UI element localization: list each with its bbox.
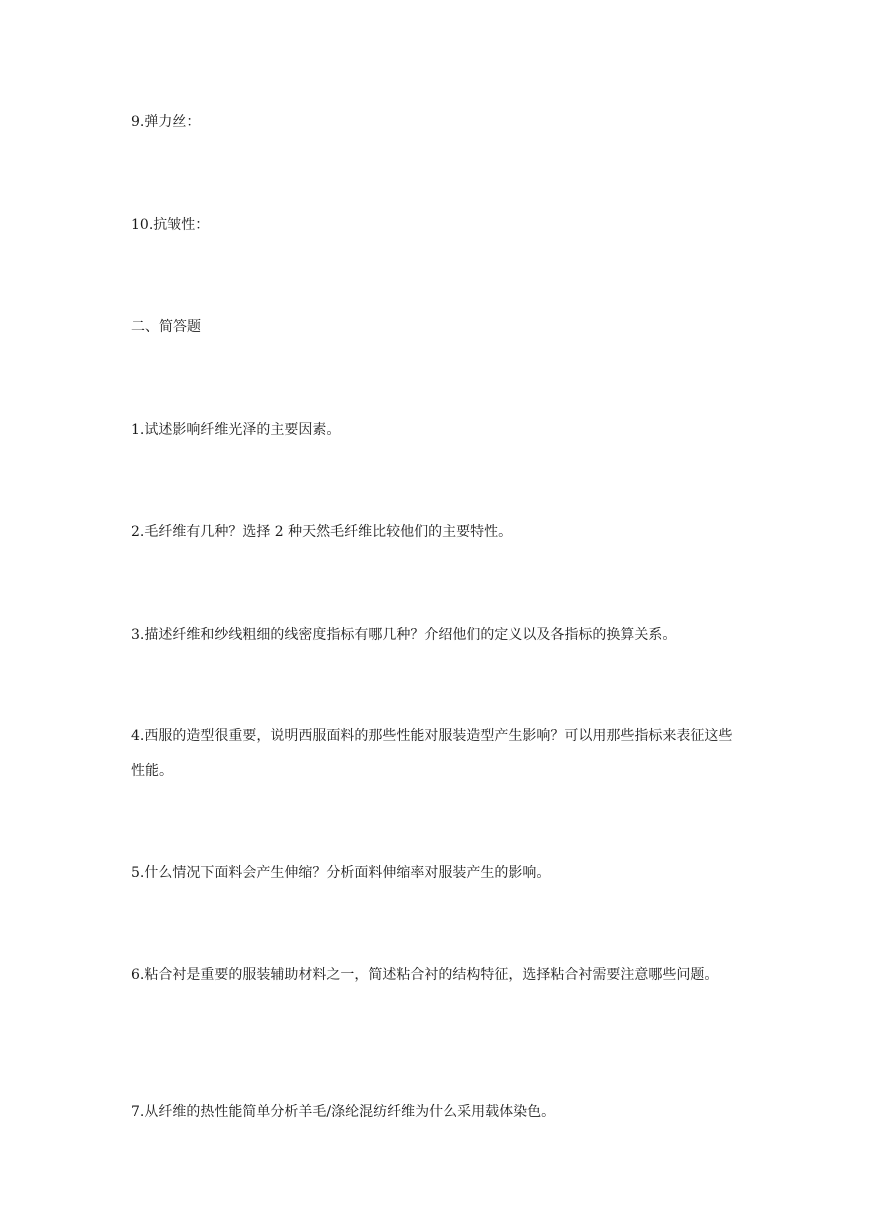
question-4: 4.西服的造型很重要，说明西服面料的那些性能对服装造型产生影响？可以用那些指标来表征这些性能。 — [131, 728, 733, 779]
question-2: 2.毛纤维有几种？选择 2 种天然毛纤维比较他们的主要特性。 — [131, 524, 513, 540]
question-1: 1.试述影响纤维光泽的主要因素。 — [131, 422, 341, 438]
definition-item-10: 10.抗皱性： — [131, 217, 210, 233]
definition-item-9: 9.弹力丝： — [131, 114, 201, 130]
question-5: 5.什么情况下面料会产生伸缩？分析面料伸缩率对服装产生的影响。 — [131, 865, 551, 881]
question-6: 6.粘合衬是重要的服装辅助材料之一，简述粘合衬的结构特征，选择粘合衬需要注意哪些问题。 — [131, 967, 719, 983]
question-3: 3.描述纤维和纱线粗细的线密度指标有哪几种？介绍他们的定义以及各指标的换算关系。 — [131, 627, 677, 643]
question-7: 7.从纤维的热性能简单分析羊毛/涤纶混纺纤维为什么采用载体染色。 — [131, 1104, 556, 1120]
section-heading: 二、简答题 — [131, 319, 201, 335]
